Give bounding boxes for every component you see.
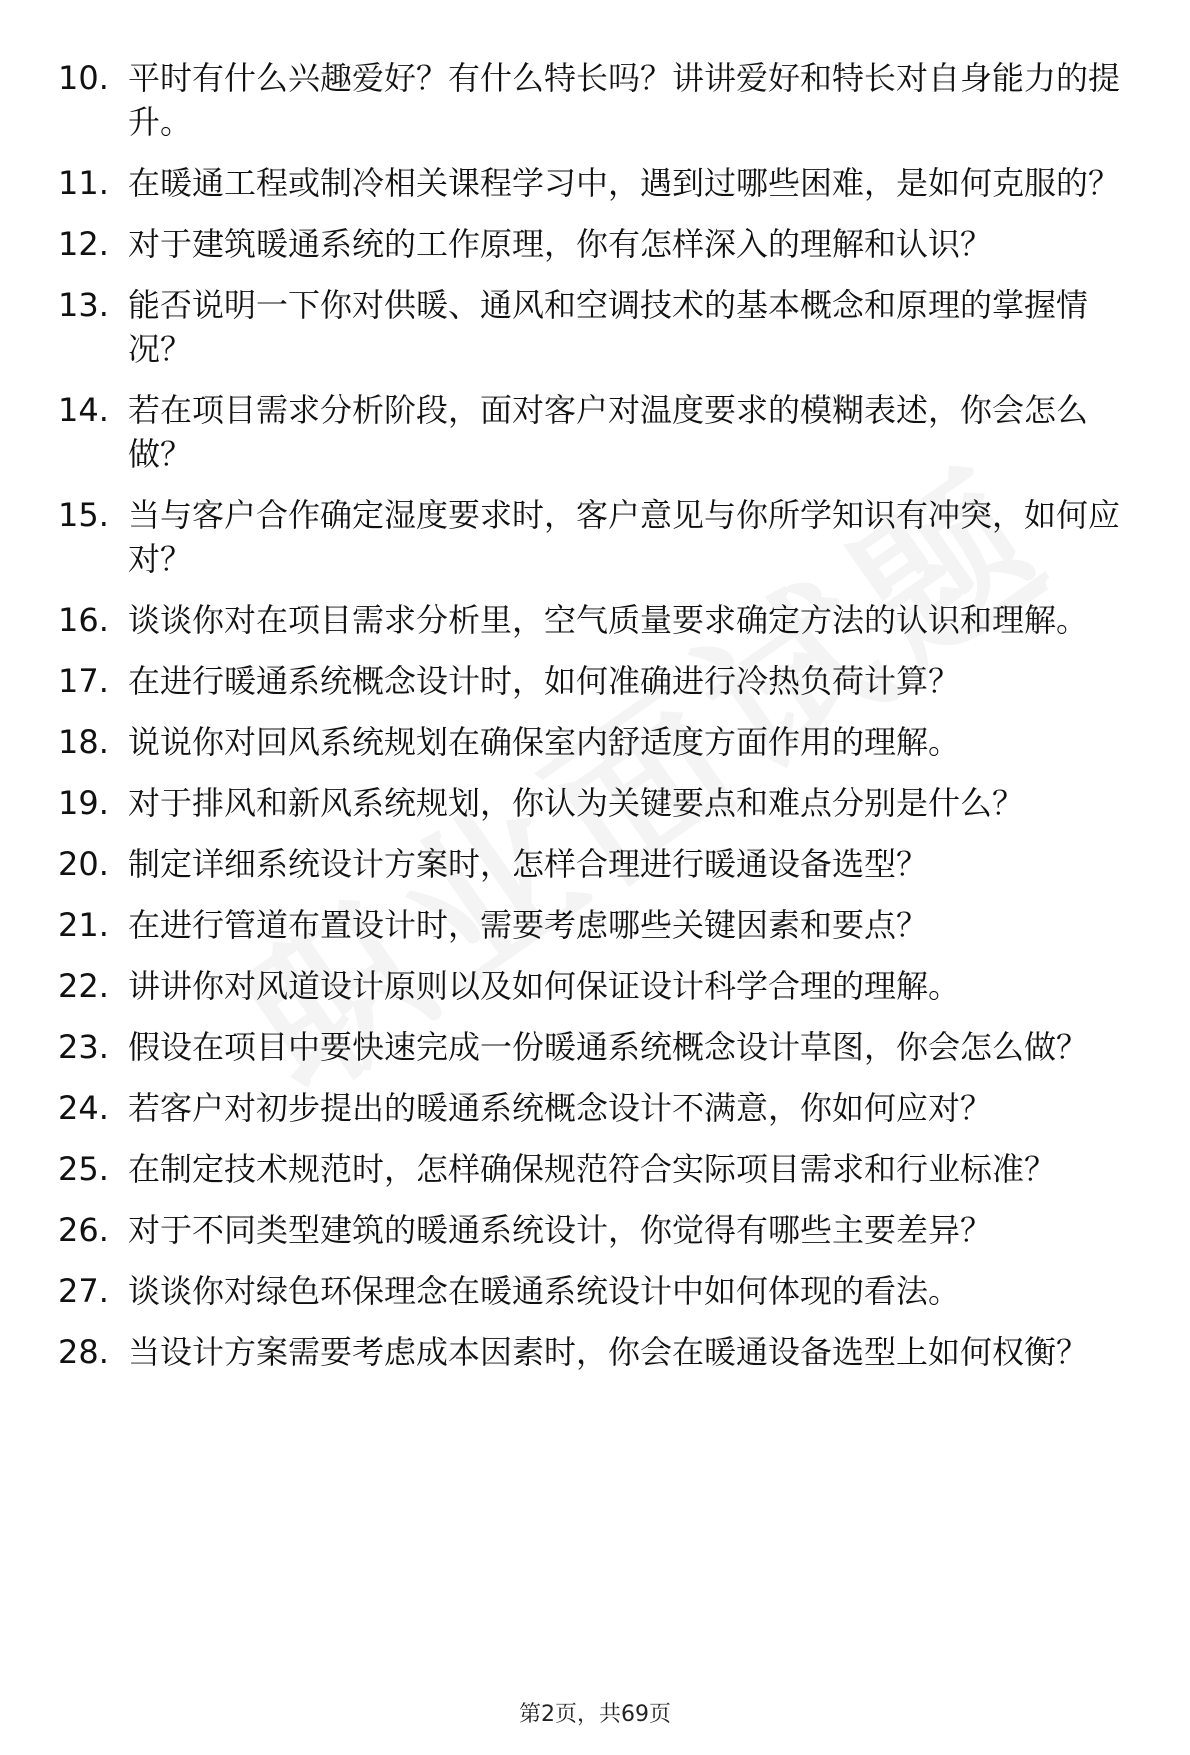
question-number: 17.: [58, 662, 109, 700]
question-text: 对于不同类型建筑的暖通系统设计，你觉得有哪些主要差异？: [128, 1211, 993, 1249]
question-text: 在暖通工程或制冷相关课程学习中，遇到过哪些困难，是如何克服的？: [128, 164, 1121, 202]
question-text: 对于建筑暖通系统的工作原理，你有怎样深入的理解和认识？: [128, 225, 993, 263]
question-number: 16.: [58, 601, 109, 639]
question-item: [58, 493, 1143, 581]
question-item: [58, 161, 1143, 205]
question-text: 在制定技术规范时，怎样确保规范符合实际项目需求和行业标准？: [128, 1150, 1057, 1188]
question-item: [58, 1025, 1143, 1069]
question-number: 26.: [58, 1211, 109, 1249]
page-number-footer: 第2页，共69页: [519, 1702, 671, 1727]
question-item: [58, 1086, 1143, 1130]
question-text: 假设在项目中要快速完成一份暖通系统概念设计草图，你会怎么做？: [128, 1028, 1089, 1066]
question-text: 说说你对回风系统规划在确保室内舒适度方面作用的理解。: [128, 723, 961, 761]
question-item: [58, 659, 1143, 703]
question-number: 24.: [58, 1089, 109, 1127]
question-number: 18.: [58, 723, 109, 761]
question-text: 当与客户合作确定湿度要求时，客户意见与你所学知识有冲突，如何应对？: [128, 496, 1121, 578]
question-text: 讲讲你对风道设计原则以及如何保证设计科学合理的理解。: [128, 967, 961, 1005]
question-item: [58, 222, 1143, 266]
question-item: [58, 283, 1143, 371]
question-text: 若在项目需求分析阶段，面对客户对温度要求的模糊表述，你会怎么做？: [128, 391, 1089, 473]
question-number: 22.: [58, 967, 109, 1005]
question-number: 20.: [58, 845, 109, 883]
question-number: 14.: [58, 391, 109, 429]
question-number: 23.: [58, 1028, 109, 1066]
question-number: 28.: [58, 1333, 109, 1371]
question-text: 能否说明一下你对供暖、通风和空调技术的基本概念和原理的掌握情况？: [128, 286, 1089, 368]
question-number: 21.: [58, 906, 109, 944]
question-text: 制定详细系统设计方案时，怎样合理进行暖通设备选型？: [128, 845, 929, 883]
question-item: [58, 1330, 1143, 1374]
question-number: 25.: [58, 1150, 109, 1188]
question-item: [58, 781, 1143, 825]
question-item: [58, 964, 1143, 1008]
question-item: [58, 56, 1143, 144]
question-text: 平时有什么兴趣爱好？有什么特长吗？讲讲爱好和特长对自身能力的提升。: [128, 59, 1121, 141]
question-item: [58, 1208, 1143, 1252]
question-item: [58, 720, 1143, 764]
question-item: [58, 903, 1143, 947]
question-item: [58, 388, 1143, 476]
question-text: 若客户对初步提出的暖通系统概念设计不满意，你如何应对？: [128, 1089, 993, 1127]
question-number: 27.: [58, 1272, 109, 1310]
question-text: 谈谈你对在项目需求分析里，空气质量要求确定方法的认识和理解。: [128, 601, 1089, 639]
question-number: 13.: [58, 286, 109, 324]
question-item: [58, 598, 1143, 642]
question-text: 对于排风和新风系统规划，你认为关键要点和难点分别是什么？: [128, 784, 1025, 822]
question-text: 在进行暖通系统概念设计时，如何准确进行冷热负荷计算？: [128, 662, 961, 700]
question-number: 10.: [58, 59, 109, 97]
question-item: [58, 842, 1143, 886]
question-number: 19.: [58, 784, 109, 822]
question-item: [58, 1147, 1143, 1191]
question-text: 谈谈你对绿色环保理念在暖通系统设计中如何体现的看法。: [128, 1272, 961, 1310]
question-number: 12.: [58, 225, 109, 263]
question-text: 在进行管道布置设计时，需要考虑哪些关键因素和要点？: [128, 906, 929, 944]
question-item: [58, 1269, 1143, 1313]
question-list: [58, 56, 1143, 1391]
question-text: 当设计方案需要考虑成本因素时，你会在暖通设备选型上如何权衡？: [128, 1333, 1089, 1371]
question-number: 11.: [58, 164, 109, 202]
question-number: 15.: [58, 496, 109, 534]
